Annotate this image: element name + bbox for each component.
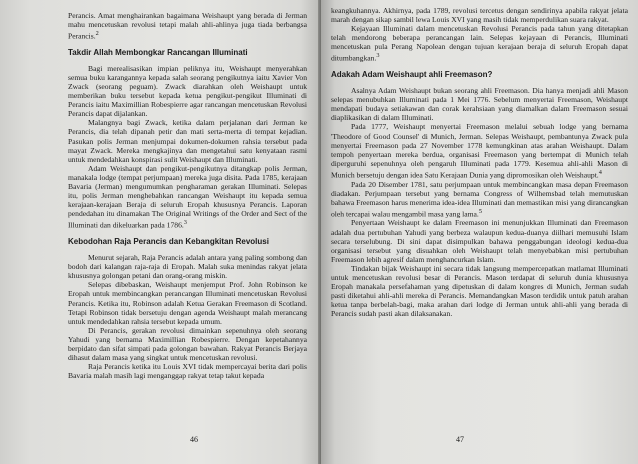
paragraph: Malangnya bagi Zwack, ketika dalam perjalanan dari Jerman ke Perancis, dia telah dipanah petir dan mati serta-merta di tempat kejadian. Pasukan polis Jerman menjumpai dokumen-dokumen rahsia tersebut pada mayat Zwack. Mereka mengkajinya dan mengetahui satu kenyataan rasmi untuk mendedahkan konspirasi sulit Weishaupt dan Illuminati.	[68, 118, 307, 164]
paragraph: Adam Weishaupt dan pengikut-pengikutnya ditangkap polis Jerman, manakala lodge (tempat perjumpaan) mereka juga disita. Pada 1785, kerajaan Bavaria (Jerman) mengumumkan pengharaman gerakan Illuminati. Selepas itu, polis Jerman menghebahkan rancangan Weishaupt itu kepada semua kerajaan-kerajaan Beraja di seluruh Eropah khususnya Perancis. Laporan pendedahan itu dinamakan The Original Writings of the Order and Sect of the Illuminati dan dikeluarkan pada 1786.$^3$	[68, 163, 307, 230]
paragraph: Kejayaan Illuminati dalam mencetuskan Revolusi Perancis pada tahun yang ditetapkan telah mendorong beberapa perancangan lain. Selepas kejayaan di Perancis, Illuminati mencetuskan pula Perang Napolean dengan tujuan kerajaan beraja di seluruh Eropah dapat ditumbangkan.$^3$	[331, 24, 628, 63]
paragraph: Menurut sejarah, Raja Perancis adalah antara yang paling sombong dan bodoh dari kalangan raja-raja di Eropah. Malah suka menindas rakyat jelata khususnya golongan petani dan orang-orang miskin.	[68, 253, 307, 281]
section-heading: Kebodohan Raja Perancis dan Kebangkitan Revolusi	[68, 237, 269, 247]
section-heading: Adakah Adam Weishaupt ahli Freemason?	[331, 70, 493, 80]
paragraph: Perancis. Amat menghairankan bagaimana Weishaupt yang berada di Jerman mahu mencetuskan revolusi tetapi malah ahli-ahlinya juga tiada berbangsa Perancis.$^2$	[68, 11, 307, 41]
paragraph: Asalnya Adam Weishaupt bukan seorang ahli Freemason. Dia hanya menjadi ahli Mason selepas menubuhkan Illuminati pada 1 Mei 1776. Sebelum menyertai Freemason, Weishaupt mendapati budaya setiakawan dan corak kerahsiaan yang diamalkan dalam Freemason sesuai diaplikasikan di dalam Illuminati.	[331, 86, 628, 123]
paragraph: Tindakan bijak Weishaupt ini secara tidak langsung mempercepatkan matlamat Illuminati untuk mencetuskan revolusi besar di Perancis. Mason terdapat di seluruh dunia khususnya Eropah manakala persefahaman yang dipetuskan di dalam kongres di Munich, Jerman sudah pasti diketahui ahli-ahli mereka di Perancis. Memandangkan Mason terdidik untuk patuh arahan ketua tanpa berbelah-bagi, maka arahan dari lodge di Jerman untuk ahli-ahli yang berada di Perancis sudah pasti akan dilaksanakan.	[331, 263, 628, 319]
paragraph: Bagi merealisasikan impian peliknya itu, Weishaupt menyerahkan semua buku karangannya kepada salah seorang pengikutnya iaitu Xavier Von Zwack (seorang peguam). Zwack diarahkan oleh Weishaupt untuk memberikan buku tersebut kepada ketua pengikut-pengikut Illuminati di Perancis iaitu Maximillian Robespierre agar rancangan mencetuskan Revolusi Perancis dapat dijalankan.	[68, 63, 307, 119]
paragraph: Pada 20 Disember 1781, satu perjumpaan untuk membincangkan masa depan Freemason diadakan. Perjumpaan tersebut yang bernama Congress of Wilhemsbad telah memutuskan bahawa Freemason harus menerima idea-idea Illuminati dan memastikan misi yang dirancangkan oleh tercapai walau mengambil masa yang lama.$^5$	[331, 179, 628, 219]
paragraph: Selepas dibebaskan, Weishaupt menjemput Prof. John Robinson ke Eropah untuk membincangkan perancangan Illuminati mencetuskan Revolusi Perancis. Ketika itu, Robinson adalah Ketua Gerakan Freemason di Scotland. Tetapi Robinson tidak bersetuju dengan agenda Weishaupt malah merancang untuk mendedahkan rahsia tersebut kepada umum.	[68, 280, 307, 326]
paragraph: Penyertaan Weishaupt ke dalam Freemason ini menunjukkan Illuminati dan Freemason adalah dua pertubuhan Yahudi yang berbeza walaupun kedua-duanya diilhari memusuhi Islam secara terselubung. Di sini dapat disimpulkan bahawa penggabungan ideologi kedua-dua organisasi tersebut yang disuahkan oleh Weishaupt telah menyebabkan misi pertubuhan Freemason lebih agresif dalam menghancurkan Islam.	[331, 218, 628, 264]
right-page	[321, 0, 638, 464]
paragraph: Raja Perancis ketika itu Louis XVI tidak mempercayai berita dari polis Bavaria malah masih lagi menganggap rakyat tetap takut kepada	[68, 362, 307, 381]
page-number: 46	[190, 435, 198, 444]
page-number: 47	[456, 435, 464, 444]
paragraph: keangkuhannya. Akhirnya, pada 1789, revolusi tercetus dengan sendirinya apabila rakyat jelata marah dengan sikap sambil lewa Louis XVI yang masih tidak memperdulikan suara rakyat.	[331, 6, 628, 25]
paragraph: Pada 1777, Weishaupt menyertai Freemason melalui sebuah lodge yang bernama 'Theodore of Good Counsel' di Munich, Jerman. Selepas Weishaupt, pembantunya Zwack pula menyertai Freemason pada 27 November 1778 kemungkinan atas arahan Weishaupt. Dalam tempoh penyertaan mereka berdua, organisasi Freemason yang bertempat di Munich telah diperguruhi sepenuhnya oleh pengaruh Illuminati pada 1779. Kesemua ahli-ahli Mason di Munich bersetuju dengan idea Satu Kerajaan Dunia yang dipromosikan oleh Weishaupt.$^4$	[331, 122, 628, 180]
paragraph: Di Perancis, gerakan revolusi dimainkan sepenuhnya oleh seorang Yahudi yang bernama Maximillian Robespierre. Dengan kepetahannya berpidato dan sifat simpati pada golongan bawahan. Rakyat Perancis Berjaya dihasut dalam masa yang singkat untuk mencetuskan revolusi.	[68, 325, 307, 363]
section-heading: Takdir Allah Membongkar Rancangan Illuminati	[68, 47, 248, 57]
